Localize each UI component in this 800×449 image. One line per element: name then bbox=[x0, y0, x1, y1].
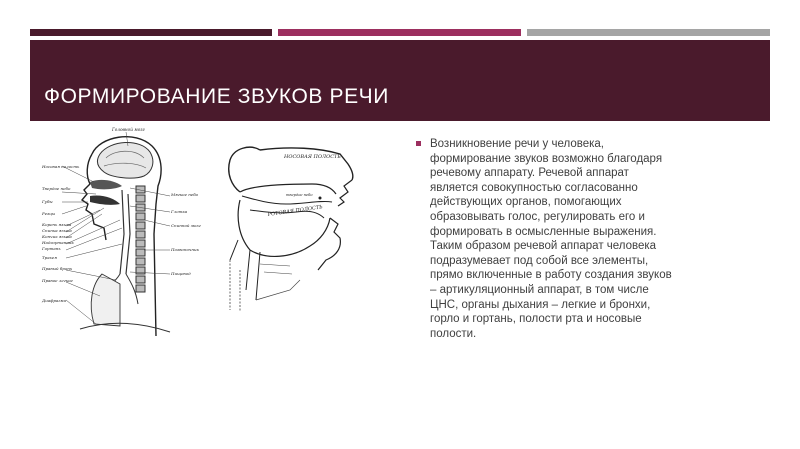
top-accent-bar-magenta bbox=[278, 29, 521, 36]
slide-title: ФОРМИРОВАНИЕ ЗВУКОВ РЕЧИ bbox=[44, 85, 389, 108]
label-oral-cavity-caps: РОТОВАЯ ПОЛОСТЬ bbox=[267, 204, 323, 218]
label-brain: Головной мозг bbox=[112, 127, 145, 132]
top-accent-bar-gray bbox=[527, 29, 770, 36]
top-accent-bar-dark bbox=[30, 29, 272, 36]
label-esophagus: Пищевод bbox=[171, 271, 191, 276]
label-tongue-back: Спинка языка bbox=[42, 228, 72, 233]
label-trachea: Трахея bbox=[42, 255, 57, 260]
label-right-lung: Правое легкое bbox=[42, 278, 73, 283]
label-tongue-tip: Кончик языка bbox=[42, 234, 72, 239]
label-larynx: Гортань bbox=[42, 246, 61, 251]
label-lips: Губы bbox=[42, 199, 53, 204]
label-diaphragm: Диафрагма bbox=[42, 298, 67, 303]
label-spinal-cord: Спинной мозг bbox=[171, 223, 201, 228]
title-banner bbox=[30, 40, 770, 121]
speech-apparatus-anatomy-diagram bbox=[40, 124, 210, 336]
label-nasal-cavity: Носовая полость bbox=[42, 164, 80, 169]
bullet-marker bbox=[416, 141, 421, 146]
label-epiglottis: Надгортанник bbox=[42, 240, 74, 245]
label-hard-palate: Твердое небо bbox=[42, 186, 71, 191]
label-pharynx: Глотка bbox=[171, 209, 188, 214]
label-right-bronchus: Правый бронх bbox=[42, 266, 73, 271]
label-hard-palate-mouth: твердое небо bbox=[286, 193, 313, 197]
slide-body-text: Возникновение речи у человека, формирование звуков возможно благодаря речевому аппарату. Речевой аппарат является совокупностью согласованно действующих органов, помогающих образовывать голос, регулировать его и формировать в осмысленные выражения. Таким образом речевой аппарат человека подразумевает под собой все элементы, прямо включенные в работу создания звуков – артикуляционный аппарат, в том числе ЦНС, органы дыхания – легкие и бронхи, горло и гортань, полости рта и носовые полости. bbox=[430, 138, 672, 340]
label-nasal-cavity-caps: НОСОВАЯ ПОЛОСТЬ bbox=[284, 154, 341, 160]
oral-nasal-cavity-diagram bbox=[220, 140, 365, 315]
label-spine: Позвоночник bbox=[171, 247, 199, 252]
label-incisors: Резцы bbox=[42, 211, 56, 216]
label-tongue-root: Корень языка bbox=[42, 222, 72, 227]
label-soft-palate: Мягкое небо bbox=[171, 192, 199, 197]
